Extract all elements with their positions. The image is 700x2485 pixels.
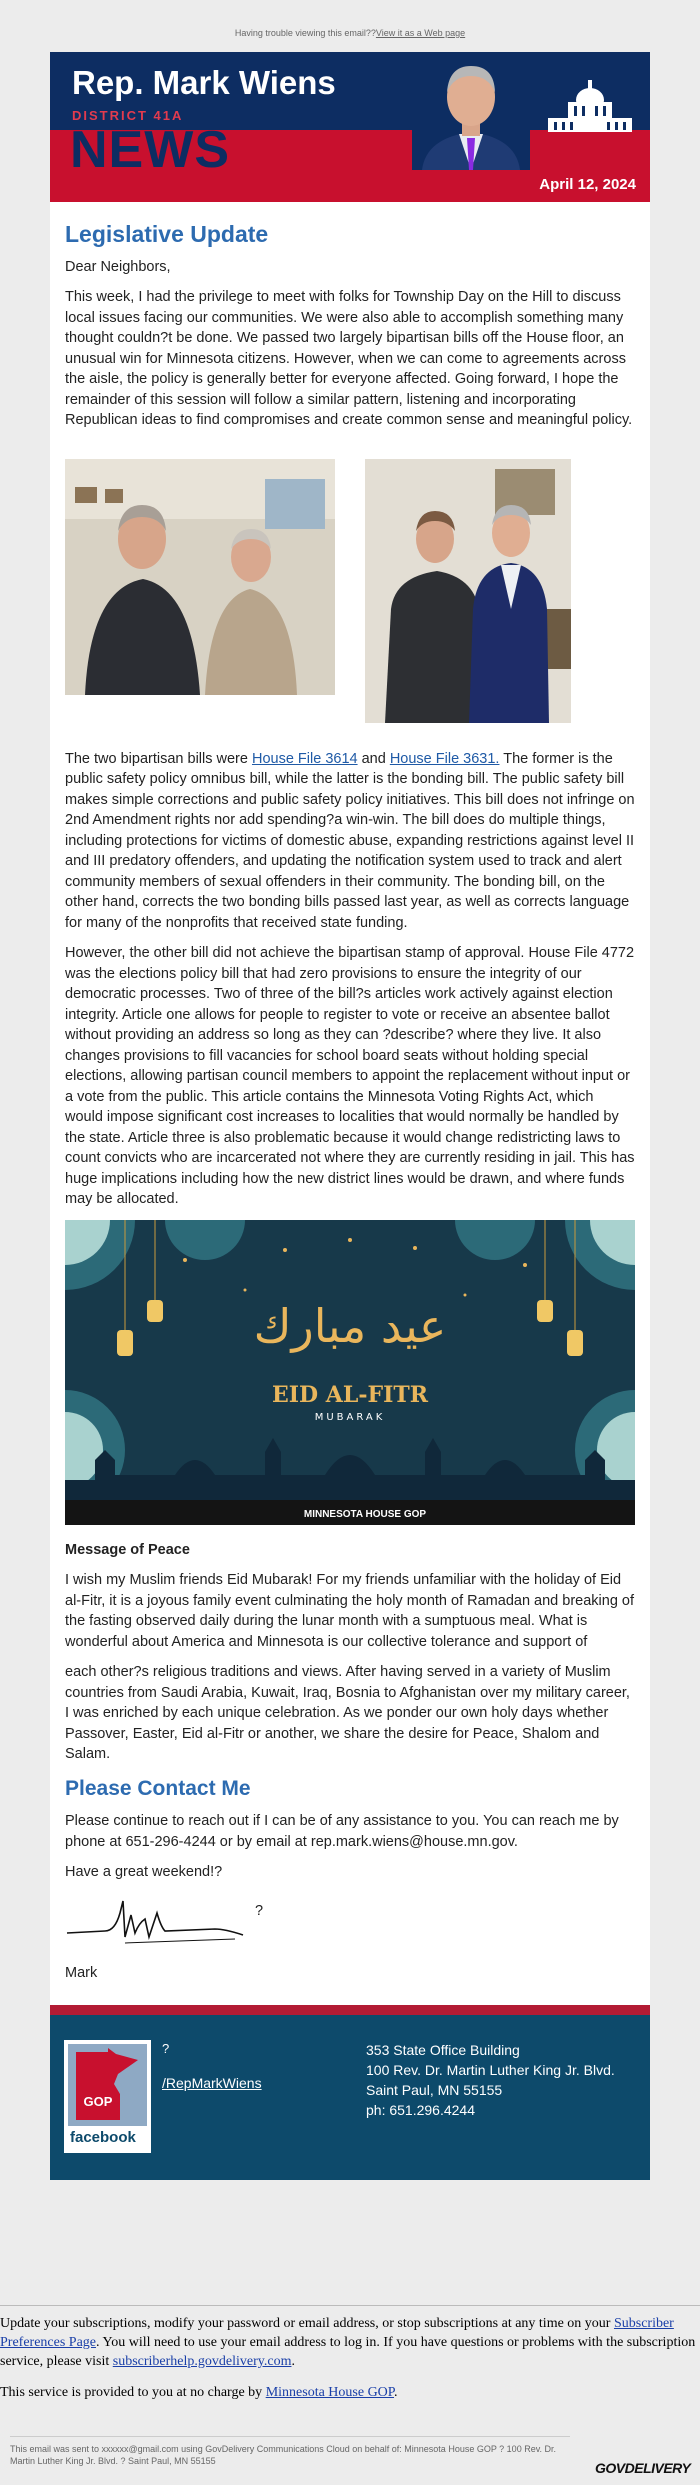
rep-portrait (412, 52, 530, 170)
office-address (366, 2040, 615, 2120)
contact-paragraph: Please continue to reach out if I can be of any assistance to you. You can reach me by phone at 651-296-4244 or by email at rep.mark.wiens@house.mn.gov. (65, 1813, 619, 1850)
phone-line: ph: 651.296.4244 (366, 2102, 475, 2118)
provided-end: . (394, 2385, 398, 2400)
peace-paragraph-1: I wish my Muslim friends Eid Mubarak! For my friends unfamiliar with the holiday of Eid al-Fitr, it is a joyous family event culminating the holy month of Ramadan and breaking of the fasting observed daily during the lunar month with a sumptuous meal. What is wonderful about America and Minnesota is our collective tolerance and support of (65, 1572, 635, 1650)
subscription-paragraph (0, 2314, 700, 2371)
minnesota-house-logo (68, 2044, 147, 2126)
greeting: Dear Neighbors, (65, 258, 171, 275)
subscription-notice (0, 2305, 700, 2414)
message-of-peace-heading (65, 1540, 635, 1561)
address-line: Saint Paul, MN 55155 (366, 2082, 503, 2098)
sub-text-3: . (291, 2354, 295, 2369)
subscriber-preferences-link[interactable]: Subscriber Preferences Page (0, 2316, 674, 2350)
news-wordmark: NEWS (70, 121, 230, 179)
rep-name: Rep. Mark Wiens (72, 64, 336, 101)
sub-text-2: . You will need to use your email address to log in. If you have questions or problems with the subscription service, please visit (0, 2335, 696, 2369)
elections-paragraph: However, the other bill did not achieve the bipartisan stamp of approval. House File 4772 was the elections policy bill that had zero provisions to ensure the integrity of our democratic processes. Two of three of the bill?s articles work actively against election integrity. Article one allows for people to register to vote or receive an absentee ballot without providing an address so long as they can ?describe? where they live. It also changes provisions to fill vacancies for school board seats without holding special elections, allowing partisan council members to appoint the replacement without input or a vote from the public. This article contains the Minnesota Voting Rights Act, which would impose significant cost increases to localities that would normally be handled by the state. Article three is also problematic because it would change redistricting laws to count convicts who are incarcerated not where they are currently residing in jail. This has huge implications including how the new district lines would be drawn, and where funds may be allocated. (65, 945, 635, 1207)
bills-post: The former is the public safety policy omnibus bill, while the latter is the bonding bill. The public safety bill makes simple corrections and public safety policy initiatives. This bill does not infringe on 2nd Amendment rights nor add spending?a win-win. The bill does do multiple things, including protections for victims of domestic abuse, expanding restrictions against level II and III predatory offenders, and updating the notification system used to track and alert community members of sexual offenders in their community. The bonding bill, on the other hand, corrects the two bonding bills passed last year, as well as corrects language for many of the nonprofits that received state funding. (65, 750, 635, 931)
facebook-handle-link[interactable]: /RepMarkWiens (162, 2075, 262, 2091)
web-page-link[interactable]: View it as a Web page (375, 28, 466, 38)
bills-pre: The two bipartisan bills were (65, 750, 252, 767)
signature-image (65, 1893, 245, 1951)
address-line: 353 State Office Building (366, 2042, 520, 2058)
sub-text-1: Update your subscriptions, modify your password or email address, or stop subscriptions at any time on your (0, 2316, 614, 2331)
eid-org-label: MINNESOTA HOUSE GOP (303, 1508, 427, 1520)
eid-arabic-calligraphy: عيد مبارك (253, 1298, 447, 1353)
signature-mark: ? (255, 1902, 264, 1919)
district-label: DISTRICT 41A (72, 108, 184, 123)
trouble-text: Having trouble viewing this email?? (234, 28, 376, 38)
signature (65, 1893, 635, 1951)
legislative-update-heading: Legislative Update (65, 221, 269, 247)
subscriber-help-link[interactable]: subscriberhelp.govdelivery.com (112, 2354, 292, 2369)
closing-line: Have a great weekend!? (65, 1864, 223, 1880)
capitol-illustration (540, 70, 640, 140)
photo-township-visitor (65, 459, 335, 695)
email-body (50, 52, 650, 2180)
intro-paragraph: This week, I had the privilege to meet with folks for Township Day on the Hill to discuss local issues facing our communities. We were also able to accomplish something many thought couldn?t be done. We passed two largely bipartisan bills off the House floor, an unusual win for Minnesota citizens. However, when we can come to agreements across the aisle, the policy is generally better for everyone affected. Going forward, I hope the remainder of this session will follow a similar pattern, listening and incorporating Republican ideas to find compromises and create common sense and meaningful policy. (65, 289, 633, 428)
newsletter-content (50, 202, 650, 2005)
footer-question-mark: ? (162, 2041, 170, 2056)
contact-footer (50, 2005, 650, 2180)
bills-paragraph (65, 749, 635, 934)
peace-paragraph-2: each other?s religious traditions and views. After having served in a variety of Muslim countries from Saudi Arabia, Kuwait, Iraq, Bosnia to Afghanistan over my military career, I was enriched by each unique celebration. As we ponder our own holy days whether Passover, Easter, Eid al-Fitr or another, we share the desire for Peace, Shalom and Salam. (65, 1664, 630, 1762)
logo-gop-text: GOP (83, 2094, 113, 2109)
minnesota-map-icon (68, 2044, 147, 2126)
facebook-label: facebook (70, 2129, 136, 2146)
eid-subtitle: MUBARAK (314, 1411, 386, 1423)
photo-row (65, 459, 635, 729)
eid-title: EID AL-FITR (271, 1381, 429, 1408)
facebook-badge[interactable] (64, 2040, 151, 2153)
newsletter-banner (50, 52, 650, 202)
mn-house-gop-link[interactable]: Minnesota House GOP (265, 2385, 395, 2400)
provided-text: This service is provided to you at no charge by (0, 2385, 266, 2400)
eid-al-fitr-graphic (65, 1220, 635, 1525)
photo-rep-with-visitor (365, 459, 571, 723)
signoff-name: Mark (65, 1964, 98, 1981)
hf-3631-link[interactable]: House File 3631. (389, 750, 500, 767)
peace-heading-text: Message of Peace (65, 1541, 190, 1558)
hf-3614-link[interactable]: House File 3614 (251, 750, 358, 767)
bills-and: and (357, 750, 390, 767)
provided-by-paragraph (0, 2383, 700, 2402)
issue-date: April 12, 2024 (539, 176, 636, 193)
trouble-viewing-note (0, 28, 700, 38)
address-line: 100 Rev. Dr. Martin Luther King Jr. Blvd. (366, 2062, 615, 2078)
contact-heading: Please Contact Me (65, 1776, 251, 1800)
fine-print: This email was sent to xxxxxx@gmail.com using GovDelivery Communications Cloud on behalf of: Minnesota House GOP ? 100 Rev. Dr. Martin Luther King Jr. Blvd. ? Saint Paul, MN 55155 (10, 2436, 570, 2467)
govdelivery-logo[interactable]: GOVDELIVERY (595, 2460, 691, 2476)
